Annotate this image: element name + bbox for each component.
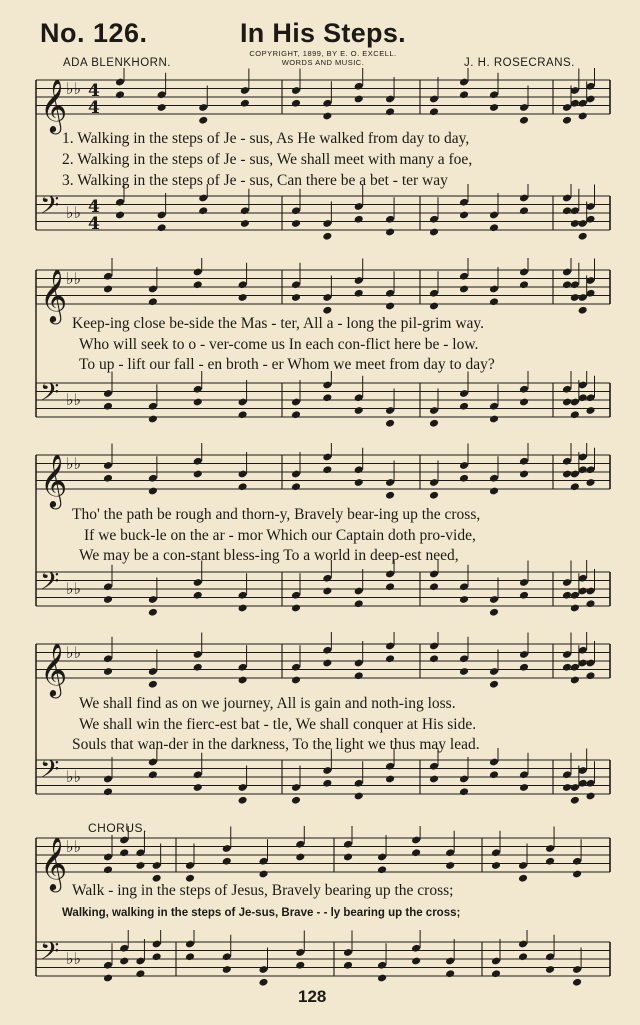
lyric-line: Who will seek to o - ver-come us In each con-flict here be - low. <box>79 336 479 353</box>
lyric-line: Keep-ing close be-side the Mas - ter, All a - long the pil-grim way. <box>72 315 485 332</box>
svg-text:𝄢: 𝄢 <box>40 378 60 413</box>
svg-text:𝄞: 𝄞 <box>40 642 68 696</box>
svg-text:4: 4 <box>88 81 100 101</box>
page-number: 128 <box>298 987 327 1006</box>
svg-text:𝄢: 𝄢 <box>40 937 60 972</box>
lyric-line: 1. Walking in the steps of Je - sus, As He walked from day to day, <box>62 130 470 147</box>
lyric-line: To up - lift our fall - en broth - er Whom we meet from day to day? <box>79 356 495 373</box>
copyright-subline: WORDS AND MUSIC. <box>281 58 365 67</box>
copyright-line: COPYRIGHT, 1899, BY E. O. EXCELL. <box>249 49 397 58</box>
chorus-label: CHORUS. <box>88 821 147 835</box>
svg-text:♭♭: ♭♭ <box>66 767 82 786</box>
lyric-line: We shall find as on we journey, All is gain and noth-ing loss. <box>79 695 456 712</box>
svg-text:𝄢: 𝄢 <box>40 567 60 602</box>
hymn-title: In His Steps. <box>240 18 406 48</box>
svg-text:♭♭: ♭♭ <box>66 837 82 856</box>
svg-text:𝄞: 𝄞 <box>40 268 68 322</box>
lyricist-credit: ADA BLENKHORN. <box>63 57 171 69</box>
svg-text:𝄢: 𝄢 <box>40 191 60 226</box>
lyric-line: We may be a con-stant bless-ing To a world in deep-est need, <box>79 547 459 564</box>
svg-text:4: 4 <box>88 98 100 118</box>
lyric-line: Walking, walking in the steps of Je-sus, Brave - - ly bearing up the cross; <box>62 907 461 919</box>
svg-text:4: 4 <box>88 197 100 217</box>
composer-credit: J. H. ROSECRANS. <box>464 57 575 69</box>
copyright-notice <box>248 49 398 67</box>
lyric-line: Tho' the path be rough and thorn-y, Bravely bear-ing up the cross, <box>72 506 481 523</box>
svg-text:♭♭: ♭♭ <box>66 390 82 409</box>
svg-text:𝄢: 𝄢 <box>40 755 60 790</box>
svg-text:𝄞: 𝄞 <box>40 453 68 507</box>
svg-text:♭♭: ♭♭ <box>66 579 82 598</box>
svg-text:♭♭: ♭♭ <box>66 79 82 98</box>
svg-text:♭♭: ♭♭ <box>66 269 82 288</box>
lyric-line: Walk - ing in the steps of Jesus, Bravely bearing up the cross; <box>72 882 454 899</box>
svg-text:♭♭: ♭♭ <box>66 949 82 968</box>
lyric-line: If we buck-le on the ar - mor Which our Captain doth pro-vide, <box>84 527 476 544</box>
svg-text:♭♭: ♭♭ <box>66 454 82 473</box>
svg-text:𝄞: 𝄞 <box>40 836 68 890</box>
hymn-number: No. 126. <box>40 18 148 48</box>
svg-text:♭♭: ♭♭ <box>66 203 82 222</box>
lyric-line: Souls that wan-der in the darkness, To the light we thus may lead. <box>72 736 480 753</box>
svg-text:𝄞: 𝄞 <box>40 78 68 132</box>
svg-text:♭♭: ♭♭ <box>66 643 82 662</box>
svg-text:4: 4 <box>88 214 100 234</box>
lyric-line: 3. Walking in the steps of Je - sus, Can there be a bet - ter way <box>62 172 448 189</box>
lyric-line: We shall win the fierc-est bat - tle, We shall conquer at His side. <box>79 716 477 733</box>
lyric-line: 2. Walking in the steps of Je - sus, We shall meet with many a foe, <box>62 151 473 168</box>
